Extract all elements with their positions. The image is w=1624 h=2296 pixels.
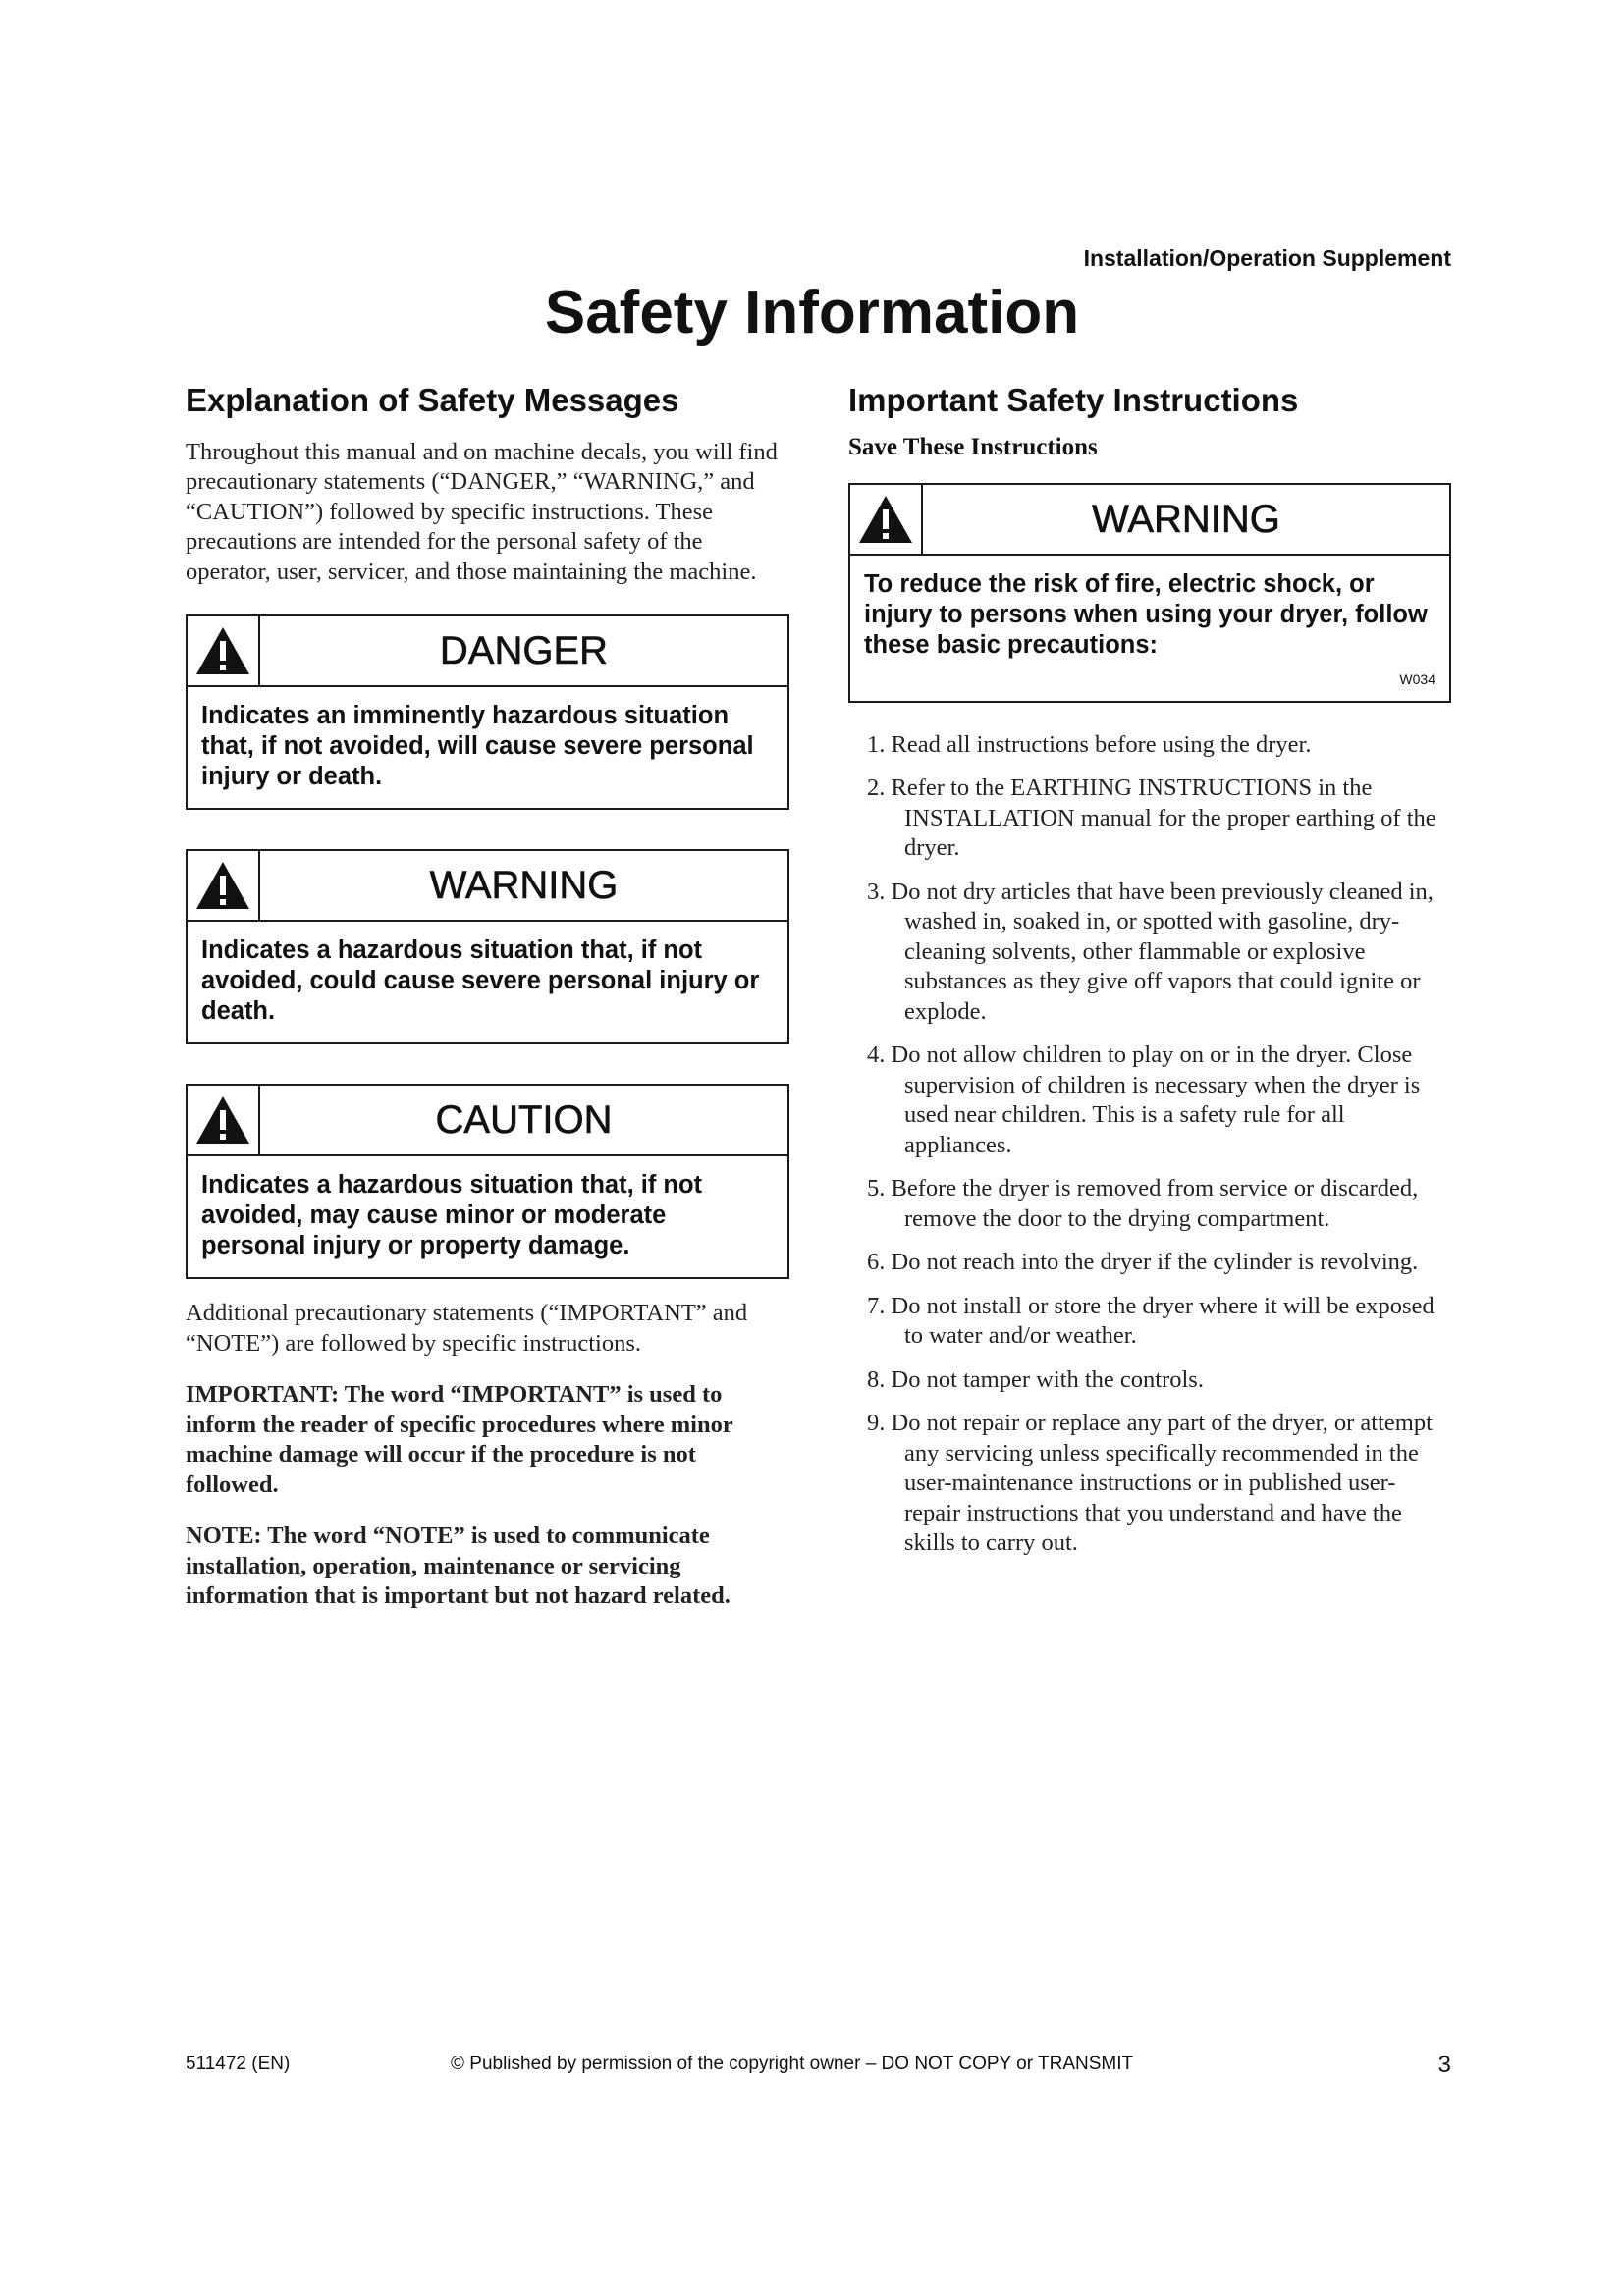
warning-box bbox=[186, 849, 789, 1044]
alert-triangle-icon bbox=[188, 851, 260, 920]
warning-signal-word: WARNING bbox=[429, 864, 619, 908]
instructions-heading: Important Safety Instructions bbox=[848, 382, 1299, 418]
save-instructions-subheading: Save These Instructions bbox=[848, 433, 1098, 460]
list-item: 1. Read all instructions before using the dryer. bbox=[867, 730, 1312, 758]
danger-signal-word: DANGER bbox=[439, 629, 609, 673]
alert-triangle-icon bbox=[188, 1086, 260, 1154]
important-paragraph: IMPORTANT: The word “IMPORTANT” is used to inform the reader of specific procedures where minor machine damage will occur if the procedure is not followed. bbox=[186, 1381, 733, 1498]
danger-box bbox=[186, 614, 789, 810]
list-item: 7. Do not install or store the dryer where it will be exposed to water and/or weather. bbox=[867, 1292, 1435, 1350]
intro-paragraph: Throughout this manual and on machine decals, you will find precautionary statements (“DANGER,” “WARNING,” and “CAUTION”) followed by specific instructions. These precautions are intended for the personal safety of the operator, user, servicer, and those maintaining the machine. bbox=[186, 438, 778, 585]
danger-box-text: Indicates an imminently hazardous situation that, if not avoided, will cause severe personal injury or death. bbox=[201, 702, 754, 791]
basic-precautions-warning-box bbox=[848, 483, 1451, 703]
list-item: 2. Refer to the EARTHING INSTRUCTIONS in the INSTALLATION manual for the proper earthing of the dryer. bbox=[867, 774, 1436, 862]
instruction-list bbox=[848, 730, 1451, 1559]
list-item: 6. Do not reach into the dryer if the cylinder is revolving. bbox=[867, 1249, 1419, 1276]
list-item: 4. Do not allow children to play on or in the dryer. Close supervision of children is necessary when the dryer is used near children. This is a safety rule for all appliances. bbox=[867, 1041, 1421, 1158]
right-column bbox=[848, 381, 1451, 1573]
caution-box-header bbox=[188, 1086, 787, 1156]
page-number: 3 bbox=[1437, 2052, 1451, 2078]
alert-triangle-icon bbox=[188, 616, 260, 685]
basic-precautions-text-wrap bbox=[850, 556, 1449, 701]
note-paragraph: NOTE: The word “NOTE” is used to communicate installation, operation, maintenance or servicing information that is important but not hazard related. bbox=[186, 1522, 731, 1610]
caution-box bbox=[186, 1084, 789, 1279]
caution-signal-word: CAUTION bbox=[435, 1098, 613, 1143]
warning-box-header bbox=[188, 851, 787, 922]
warning-box-text: Indicates a hazardous situation that, if not avoided, could cause severe personal injury or death. bbox=[201, 936, 760, 1026]
left-column bbox=[186, 381, 789, 1633]
list-item: 5. Before the dryer is removed from service or discarded, remove the door to the drying compartment. bbox=[867, 1175, 1419, 1232]
explanation-heading: Explanation of Safety Messages bbox=[186, 382, 679, 418]
additional-paragraph: Additional precautionary statements (“IMPORTANT” and “NOTE”) are followed by specific instructions. bbox=[186, 1300, 748, 1357]
basic-precautions-header bbox=[850, 485, 1449, 556]
list-item: 8. Do not tamper with the controls. bbox=[867, 1365, 1204, 1393]
page-title: Safety Information bbox=[544, 279, 1080, 347]
warning-code: W034 bbox=[1399, 670, 1435, 687]
basic-precautions-text: To reduce the risk of fire, electric shock, or injury to persons when using your dryer, follow these basic precautions: bbox=[864, 569, 1428, 659]
supplement-label: Installation/Operation Supplement bbox=[1083, 245, 1451, 271]
list-item: 3. Do not dry articles that have been previously cleaned in, washed in, soaked in, or spotted with gasoline, dry-cleaning solvents, other flammable or explosive substances as they give off vapors that could ignite or explode. bbox=[867, 878, 1434, 1025]
danger-box-header bbox=[188, 616, 787, 687]
basic-precautions-signal-word: WARNING bbox=[1092, 497, 1280, 541]
alert-triangle-icon bbox=[850, 485, 923, 554]
list-item: 9. Do not repair or replace any part of the dryer, or attempt any servicing unless specifically recommended in the user-maintenance instructions or in published user-repair instructions that you understand and have the skills to carry out. bbox=[867, 1410, 1433, 1557]
copyright-notice: © Published by permission of the copyright owner – DO NOT COPY or TRANSMIT bbox=[451, 2054, 1134, 2074]
caution-box-text: Indicates a hazardous situation that, if not avoided, may cause minor or moderate personal injury or property damage. bbox=[201, 1171, 703, 1260]
doc-number: 511472 (EN) bbox=[186, 2054, 291, 2074]
